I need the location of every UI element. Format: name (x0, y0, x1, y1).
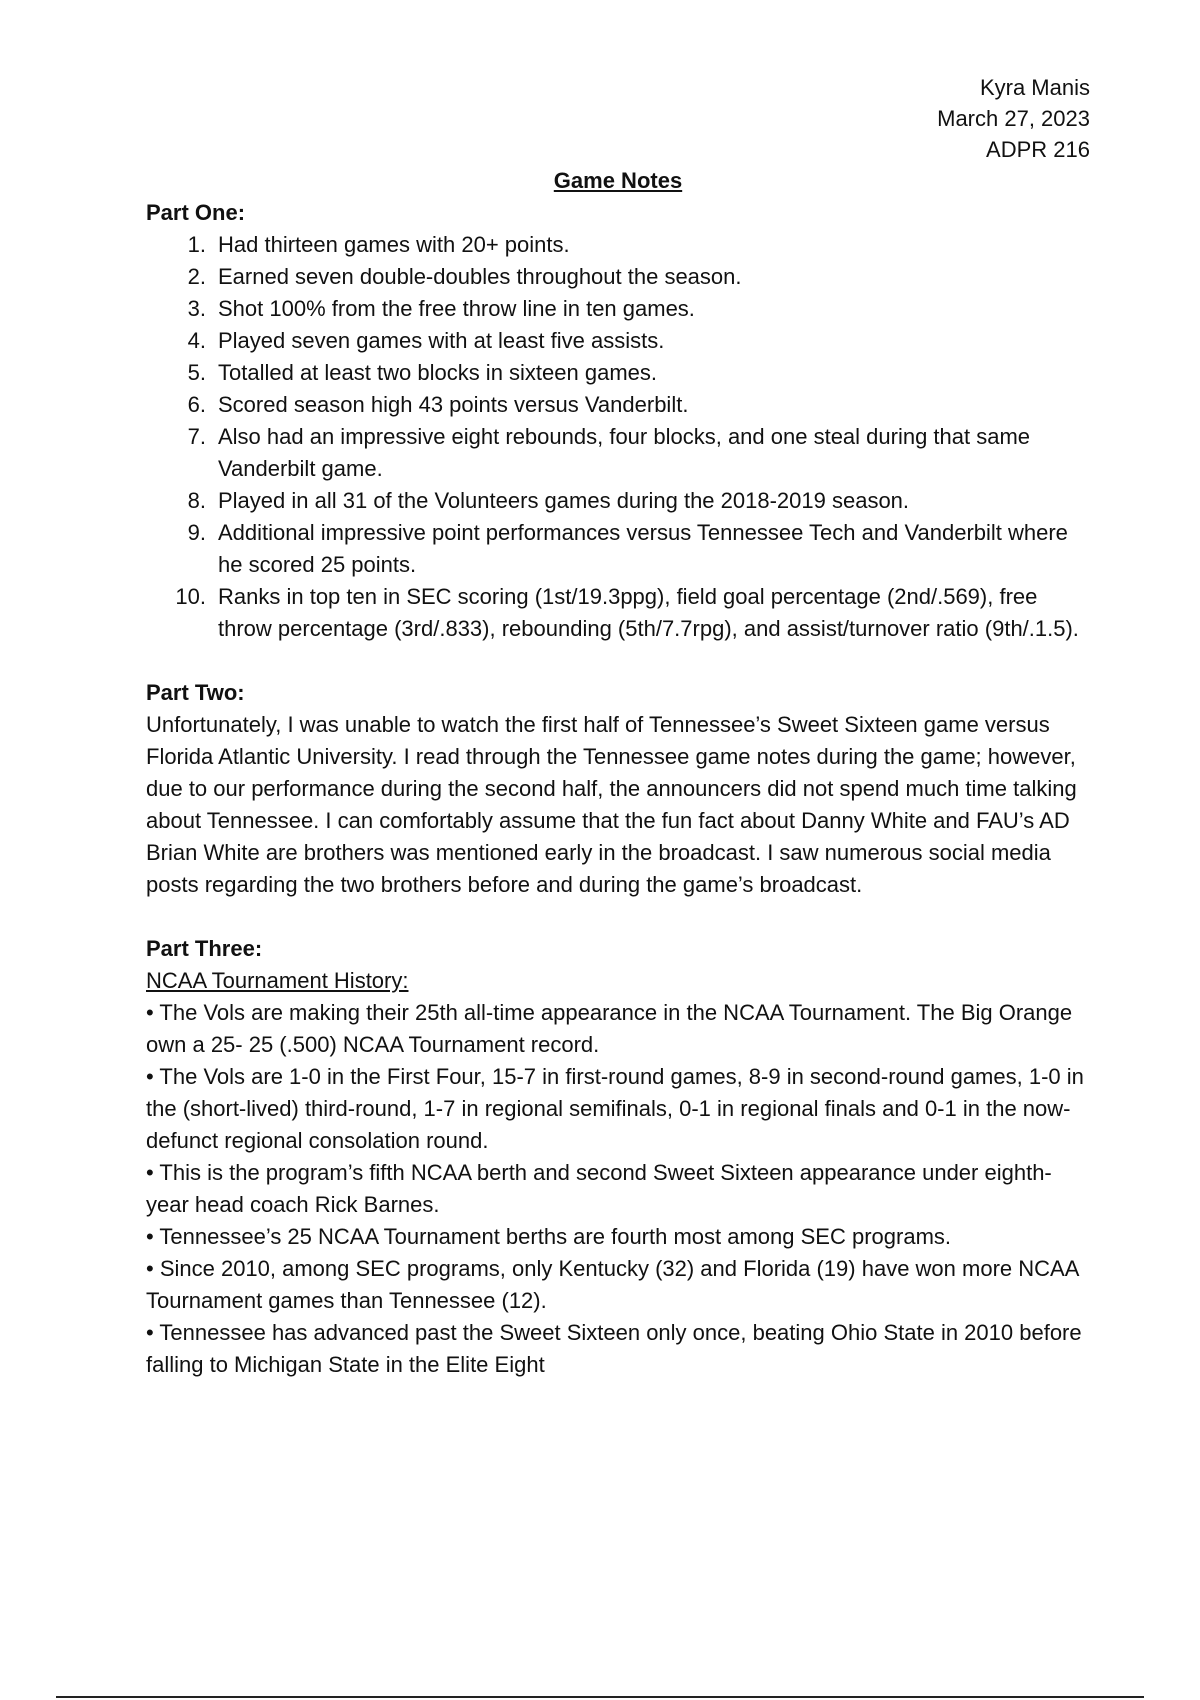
list-text: Scored season high 43 points versus Vanderbilt. (218, 392, 689, 417)
list-item (146, 325, 1090, 357)
part-two-paragraph: Unfortunately, I was unable to watch the first half of Tennessee’s Sweet Sixteen game versus Florida Atlantic University. I read through the Tennessee game notes during the game; however, due to our performance during the second half, the announcers did not spend much time talking about Tennessee. I can comfortably assume that the fun fact about Danny White and FAU’s AD Brian White are brothers was mentioned early in the broadcast. I saw numerous social media posts regarding the two brothers before and during the game’s broadcast. (146, 712, 1077, 897)
list-number: 5. (187, 360, 206, 385)
list-item (146, 485, 1090, 517)
list-text: Ranks in top ten in SEC scoring (1st/19.3ppg), field goal percentage (2nd/.569), free throw percentage (3rd/.833), rebounding (5th/7.7rpg), and assist/turnover ratio (9th/.1.5). (218, 584, 1079, 641)
document-header (146, 72, 1090, 165)
page-bottom-divider (56, 1696, 1144, 1698)
list-text: Shot 100% from the free throw line in ten games. (218, 296, 695, 321)
list-number: 4. (187, 328, 206, 353)
list-text: Earned seven double-doubles throughout the season. (218, 264, 742, 289)
part-one-heading: Part One: (146, 200, 246, 225)
list-item (146, 581, 1090, 645)
list-number: 3. (187, 296, 206, 321)
part-two-heading: Part Two: (146, 680, 245, 705)
list-item (146, 229, 1090, 261)
bullet-item: • Since 2010, among SEC programs, only Kentucky (32) and Florida (19) have won more NCAA Tournament games than Tennessee (12). (146, 1256, 1079, 1313)
list-item (146, 389, 1090, 421)
list-number: 6. (187, 392, 206, 417)
list-item (146, 421, 1090, 485)
course-code: ADPR 216 (986, 137, 1090, 162)
spacer (146, 645, 1090, 677)
list-item (146, 357, 1090, 389)
document-date: March 27, 2023 (937, 106, 1090, 131)
list-text: Additional impressive point performances versus Tennessee Tech and Vanderbilt where he scored 25 points. (218, 520, 1068, 577)
bullet-item: • Tennessee’s 25 NCAA Tournament berths are fourth most among SEC programs. (146, 1224, 952, 1249)
list-text: Also had an impressive eight rebounds, four blocks, and one steal during that same Vanderbilt game. (218, 424, 1031, 481)
ncaa-history-subheading: NCAA Tournament History: (146, 968, 409, 993)
list-item (146, 261, 1090, 293)
list-number: 1. (187, 232, 206, 257)
document-title: Game Notes (553, 168, 683, 193)
list-number: 7. (187, 424, 206, 449)
list-text: Played in all 31 of the Volunteers games during the 2018-2019 season. (218, 488, 910, 513)
list-text: Totalled at least two blocks in sixteen games. (218, 360, 658, 385)
bullet-item: • This is the program’s fifth NCAA berth and second Sweet Sixteen appearance under eighth-year head coach Rick Barnes. (146, 1160, 1052, 1217)
part-three-heading: Part Three: (146, 936, 263, 961)
list-item (146, 293, 1090, 325)
list-text: Had thirteen games with 20+ points. (218, 232, 570, 257)
list-number: 8. (187, 488, 206, 513)
author-name: Kyra Manis (979, 75, 1090, 100)
list-number: 9. (187, 520, 206, 545)
spacer (146, 901, 1090, 933)
document-page (146, 72, 1090, 1381)
part-one-list (146, 229, 1090, 645)
list-item (146, 517, 1090, 581)
bullet-item: • Tennessee has advanced past the Sweet Sixteen only once, beating Ohio State in 2010 before falling to Michigan State in the Elite Eight (146, 1320, 1082, 1377)
list-number: 2. (187, 264, 206, 289)
list-number: 10. (175, 584, 206, 609)
bullet-item: • The Vols are 1-0 in the First Four, 15-7 in first-round games, 8-9 in second-round games, 1-0 in the (short-lived) third-round, 1-7 in regional semifinals, 0-1 in regional finals and 0-1 in the now-defunct regional consolation round. (146, 1064, 1084, 1153)
list-text: Played seven games with at least five assists. (218, 328, 665, 353)
bullet-item: • The Vols are making their 25th all-time appearance in the NCAA Tournament. The Big Orange own a 25- 25 (.500) NCAA Tournament record. (146, 1000, 1073, 1057)
